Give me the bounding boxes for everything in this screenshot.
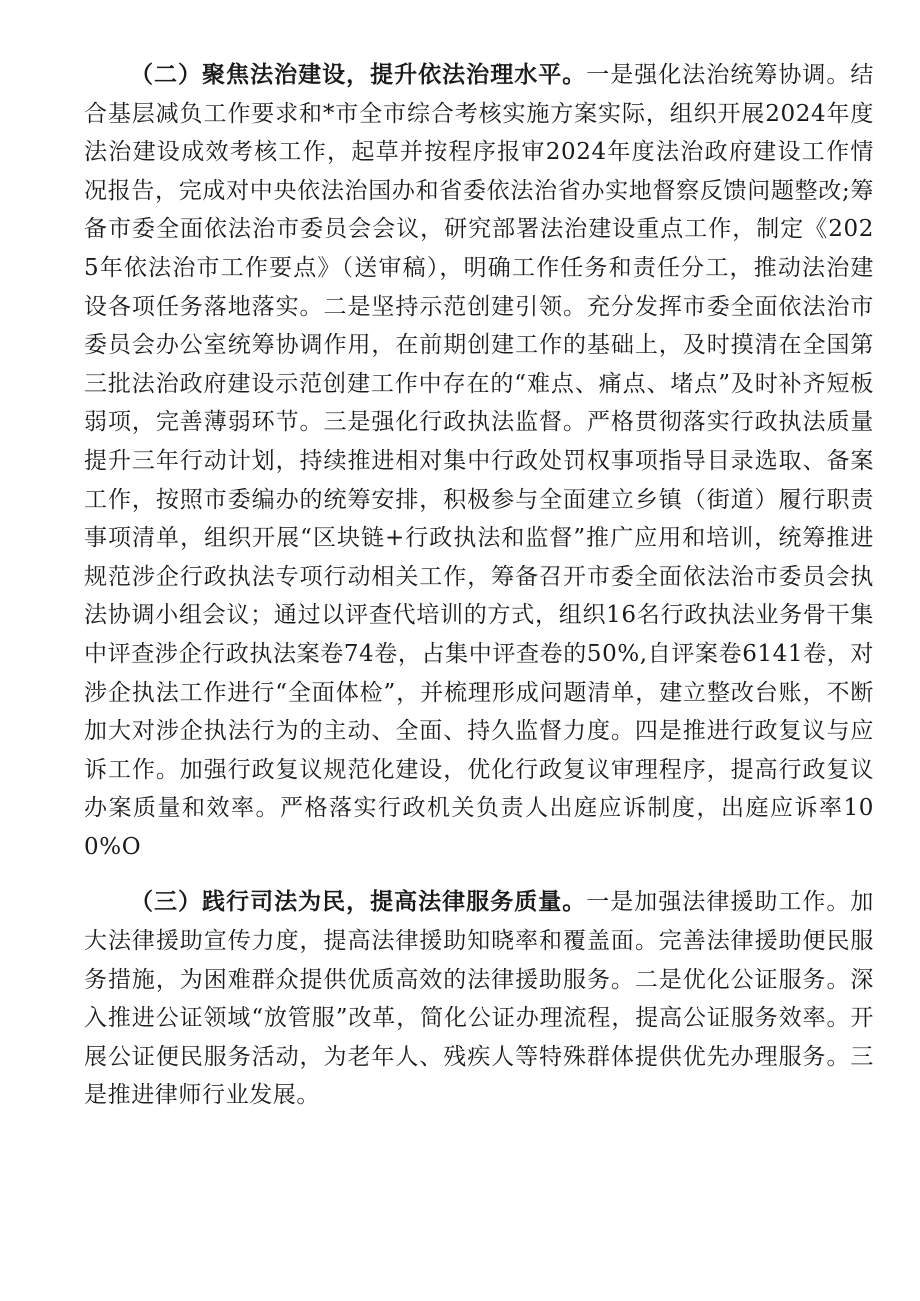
section-3-paragraph	[84, 883, 874, 1115]
section-3-heading: （三）践行司法为民，提高法律服务质量。	[130, 889, 587, 916]
section-2-heading: （二）聚焦法治建设，提升依法治理水平。	[130, 62, 587, 88]
section-2-body: 一是强化法治统筹协调。结合基层减负工作要求和*市全市综合考核实施方案实际，组织开展2024年度法治建设成效考核工作，起草并按程序报审2024年度法治政府建设工作情况报告，完成对中央依法治国办和省委依法治省办实地督察反馈问题整改;筹备市委全面依法治市委员会会议，研究部署法治建设重点工作，制定《2025年依法治市工作要点》（送审稿），明确工作任务和责任分工，推动法治建设各项任务落地落实。二是坚持示范创建引领。充分发挥市委全面依法治市委员会办公室统筹协调作用，在前期创建工作的基础上，及时摸清在全国第三批法治政府建设示范创建工作中存在的“难点、痛点、堵点”及时补齐短板弱项，完善薄弱环节。三是强化行政执法监督。严格贯彻落实行政执法质量提升三年行动计划，持续推进相对集中行政处罚权事项指导目录选取、备案工作，按照市委编办的统筹安排，积极参与全面建立乡镇（街道）履行职责事项清单，组织开展“区块链+行政执法和监督”推广应用和培训，统筹推进规范涉企行政执法专项行动相关工作，筹备召开市委全面依法治市委员会执法协调小组会议；通过以评查代培训的方式，组织16名行政执法业务骨干集中评查涉企行政执法案卷74卷，占集中评查卷的50%,自评案卷6141卷，对涉企执法工作进行“全面体检”，并梳理形成问题清单，建立整改台账，不断加大对涉企执法行为的主动、全面、持久监督力度。四是推进行政复议与应诉工作。加强行政复议规范化建设，优化行政复议审理程序，提高行政复议办案质量和效率。严格落实行政机关负责人出庭应诉制度，出庭应诉率100%O	[84, 62, 874, 860]
document-page	[84, 56, 874, 1115]
section-2-paragraph	[84, 56, 874, 866]
section-3-body: 一是加强法律援助工作。加大法律援助宣传力度，提高法律援助知晓率和覆盖面。完善法律援助便民服务措施，为困难群众提供优质高效的法律援助服务。二是优化公证服务。深入推进公证领域“放管服”改革，简化公证办理流程，提高公证服务效率。开展公证便民服务活动，为老年人、残疾人等特殊群体提供优先办理服务。三是推进律师行业发展。	[84, 889, 874, 1109]
